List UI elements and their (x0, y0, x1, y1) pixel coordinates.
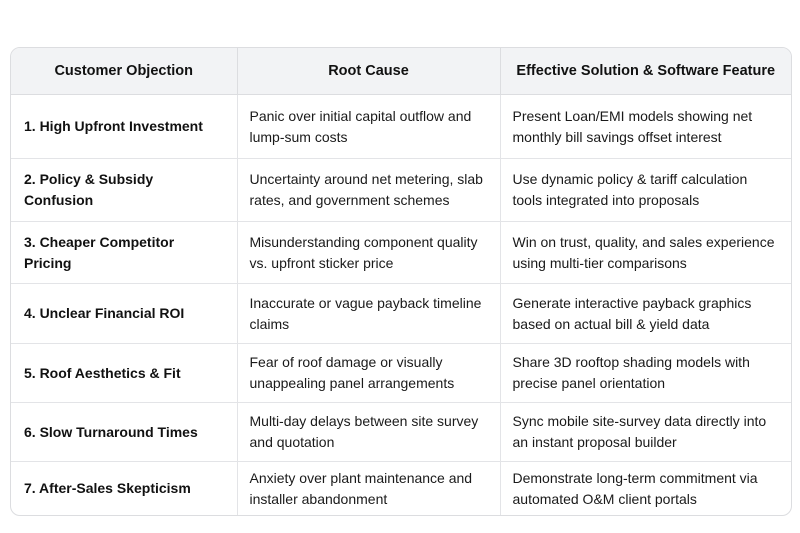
solution-cell: Use dynamic policy & tariff calculation tools integrated into proposals (500, 159, 791, 222)
objection-cell: 7. After-Sales Skepticism (11, 462, 237, 516)
header-solution: Effective Solution & Software Feature (500, 48, 791, 95)
objection-cell: 5. Roof Aesthetics & Fit (11, 344, 237, 403)
table-row (11, 222, 791, 284)
solution-cell: Win on trust, quality, and sales experience using multi-tier comparisons (500, 222, 791, 284)
header-root-cause: Root Cause (237, 48, 500, 95)
objection-cell: 6. Slow Turnaround Times (11, 403, 237, 462)
solution-cell: Share 3D rooftop shading models with precise panel orientation (500, 344, 791, 403)
root-cause-cell: Anxiety over plant maintenance and installer abandonment (237, 462, 500, 516)
objection-cell: 1. High Upfront Investment (11, 95, 237, 159)
objection-cell: 4. Unclear Financial ROI (11, 284, 237, 344)
objection-table (10, 47, 792, 516)
root-cause-cell: Panic over initial capital outflow and lump-sum costs (237, 95, 500, 159)
table-row (11, 403, 791, 462)
solution-cell: Generate interactive payback graphics based on actual bill & yield data (500, 284, 791, 344)
objection-table-grid (11, 48, 791, 515)
objection-cell: 2. Policy & Subsidy Confusion (11, 159, 237, 222)
header-row (11, 48, 791, 95)
solution-cell: Present Loan/EMI models showing net monthly bill savings offset interest (512, 107, 753, 145)
table-row (11, 284, 791, 344)
table-header (11, 48, 791, 95)
table-body (11, 95, 791, 516)
root-cause-cell: Inaccurate or vague payback timeline claims (237, 284, 500, 344)
solution-cell: Sync mobile site-survey data directly into an instant proposal builder (500, 403, 791, 462)
table-row (11, 462, 791, 516)
root-cause-cell: Multi-day delays between site survey and quotation (237, 403, 500, 462)
table-row (11, 159, 791, 222)
root-cause-cell: Misunderstanding component quality vs. upfront sticker price (237, 222, 500, 284)
solution-cell: Demonstrate long-term commitment via automated O&M client portals (500, 462, 791, 516)
table-row (11, 95, 791, 159)
header-customer-objection: Customer Objection (11, 48, 237, 95)
objection-cell: 3. Cheaper Competitor Pricing (11, 222, 237, 284)
root-cause-cell: Uncertainty around net metering, slab rates, and government schemes (237, 159, 500, 222)
table-row (11, 344, 791, 403)
root-cause-cell: Fear of roof damage or visually unappealing panel arrangements (237, 344, 500, 403)
